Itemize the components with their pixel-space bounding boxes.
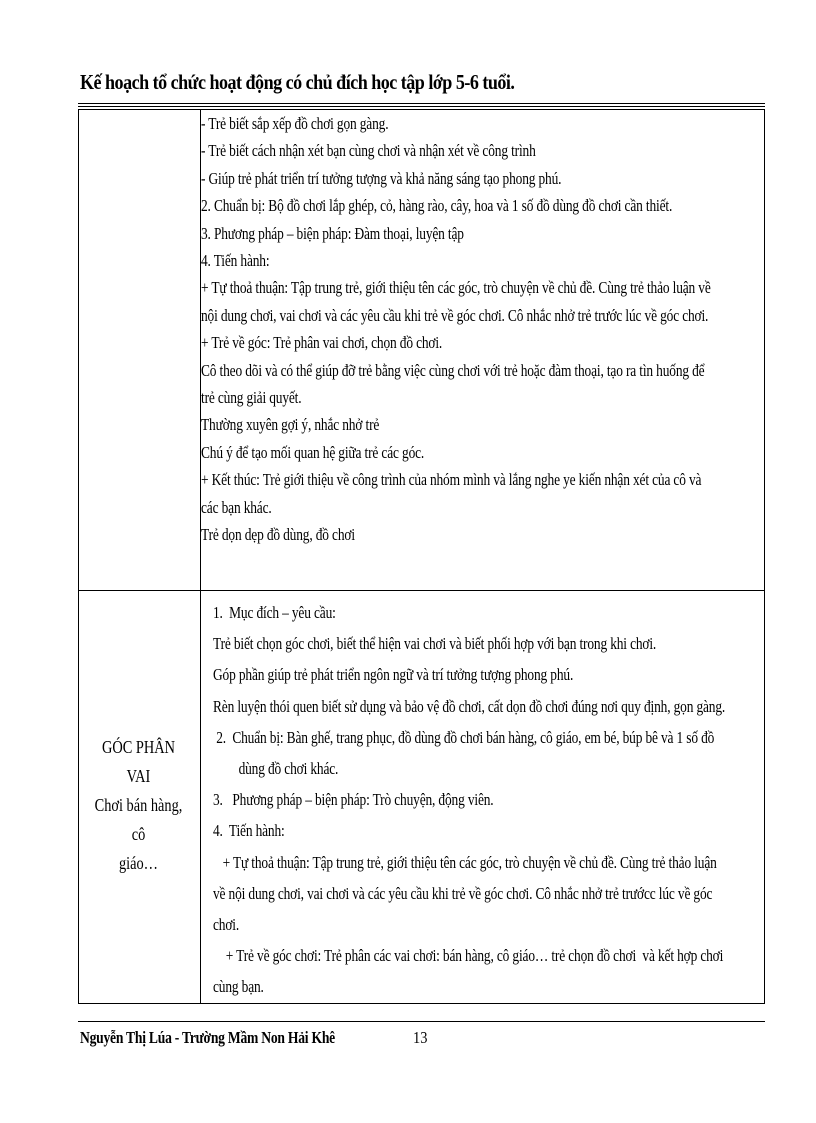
text-line: dùng đồ chơi khác. xyxy=(213,759,339,779)
title-divider xyxy=(78,103,765,104)
text-line: + Trẻ về góc chơi: Trẻ phân các vai chơi: bán hàng, cô giáo… trẻ chọn đồ chơi và kết hợp chơi xyxy=(213,946,724,966)
table-cell-content xyxy=(201,591,765,1004)
text-line: Cô theo dõi và có thể giúp đỡ trẻ bằng việc cùng chơi với trẻ hoặc đàm thoại, tạo ra tìn huống để xyxy=(201,360,705,380)
text-line: Trẻ biết chọn góc chơi, biết thể hiện vai chơi và biết phối hợp với bạn trong khi chơi. xyxy=(213,634,657,654)
table-row xyxy=(79,110,765,591)
corner-label-line: Chơi bán hàng, cô xyxy=(94,795,183,844)
text-line: cùng bạn. xyxy=(213,977,264,997)
text-line: + Tự thoả thuận: Tập trung trẻ, giới thiệu tên các góc, trò chuyện về chủ đề. Cùng trẻ thảo luận về xyxy=(201,278,711,298)
text-line: + Trẻ về góc: Trẻ phân vai chơi, chọn đồ chơi. xyxy=(201,333,443,353)
text-line: Rèn luyện thói quen biết sử dụng và bảo vệ đồ chơi, cất dọn đồ chơi đúng nơi quy định, gọn gàng. xyxy=(213,696,726,716)
text-line: Trẻ dọn dẹp đồ dùng, đồ chơi xyxy=(201,525,355,545)
text-line: - Giúp trẻ phát triển trí tưởng tượng và khả năng sáng tạo phong phú. xyxy=(201,168,562,188)
text-line: trẻ cùng giải quyết. xyxy=(201,388,302,408)
text-line: 2. Chuẩn bị: Bộ đồ chơi lắp ghép, cỏ, hàng rào, cây, hoa và 1 số đồ dùng đồ chơi cần thiết. xyxy=(201,196,673,216)
text-line: - Trẻ biết sắp xếp đồ chơi gọn gàng. xyxy=(201,114,389,133)
page-title: Kế hoạch tổ chức hoạt động có chủ đích học tập lớp 5-6 tuổi. xyxy=(80,70,515,94)
footer-author: Nguyễn Thị Lúa - Trường Mầm Non Hải Khê xyxy=(80,1028,335,1047)
corner-label-role-play xyxy=(78,733,199,878)
corner-label-line: giáo… xyxy=(118,853,159,873)
text-line: 3. Phương pháp – biện pháp: Đàm thoại, luyện tập xyxy=(201,223,464,243)
title-divider-double xyxy=(78,106,765,107)
text-line: 2. Chuẩn bị: Bàn ghế, trang phục, đồ dùng đồ chơi bán hàng, cô giáo, em bé, búp bê và 1 số đồ xyxy=(213,727,715,747)
text-line: nội dung chơi, vai chơi và các yêu cầu khi trẻ về góc chơi. Cô nhắc nhở trẻ trước lúc về góc chơi. xyxy=(201,305,709,325)
text-line: 1. Mục đích – yêu cầu: xyxy=(213,603,336,622)
text-line: 4. Tiến hành: xyxy=(201,251,270,271)
text-line: + Kết thúc: Trẻ giới thiệu về công trình của nhóm mình và lắng nghe ye kiến nhận xét của cô và xyxy=(201,470,702,490)
text-line: Góp phần giúp trẻ phát triển ngôn ngữ và trí tưởng tượng phong phú. xyxy=(213,665,574,685)
text-line: Chú ý để tạo mối quan hệ giữa trẻ các góc. xyxy=(201,442,425,462)
footer-divider xyxy=(78,1021,765,1022)
text-line: chơi. xyxy=(213,915,240,935)
text-line: các bạn khác. xyxy=(201,497,272,517)
table-cell-content xyxy=(201,110,765,591)
table-cell-corner-label xyxy=(79,110,201,591)
corner-label-line: GÓC PHÂN VAI xyxy=(102,737,175,786)
text-line: 3. Phương pháp – biện pháp: Trò chuyện, động viên. xyxy=(213,790,494,810)
text-line: Thường xuyên gợi ý, nhắc nhở trẻ xyxy=(201,415,380,435)
page-number: 13 xyxy=(413,1028,428,1047)
text-line: về nội dung chơi, vai chơi và các yêu cầu khi trẻ về góc chơi. Cô nhắc nhở trẻ trướcc lúc về góc xyxy=(213,883,713,903)
text-line: - Trẻ biết cách nhận xét bạn cùng chơi và nhận xét về công trình xyxy=(201,141,536,161)
text-line: 4. Tiến hành: xyxy=(213,821,285,841)
text-line: + Tự thoả thuận: Tập trung trẻ, giới thiệu tên các góc, trò chuyện về chủ đề. Cùng trẻ thảo luận xyxy=(213,852,717,872)
